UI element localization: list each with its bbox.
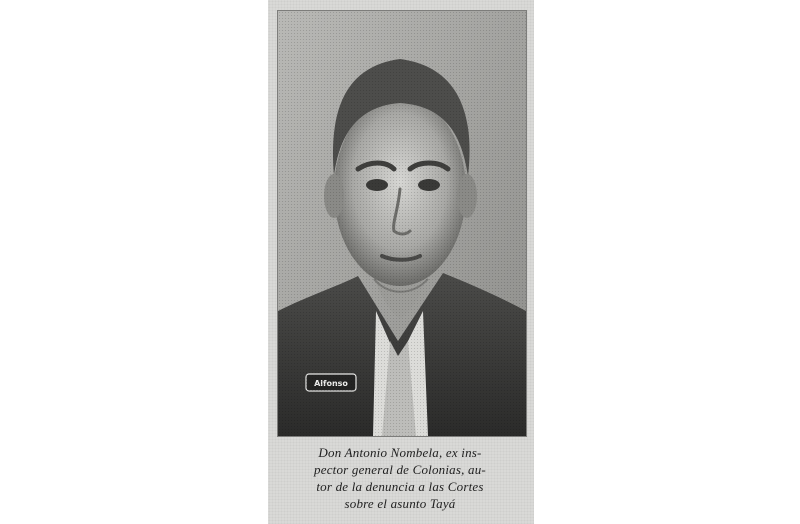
caption-line: sobre el asunto Tayá <box>344 496 456 511</box>
portrait-photo <box>277 10 527 437</box>
caption-line: Don Antonio Nombela, ex ins- <box>318 445 482 460</box>
portrait-illustration <box>278 11 526 436</box>
caption-line: tor de la denuncia a las Cortes <box>316 479 484 494</box>
halftone-texture <box>278 11 526 436</box>
caption-line: pector general de Colonias, au- <box>314 462 486 477</box>
photo-caption <box>272 444 528 512</box>
